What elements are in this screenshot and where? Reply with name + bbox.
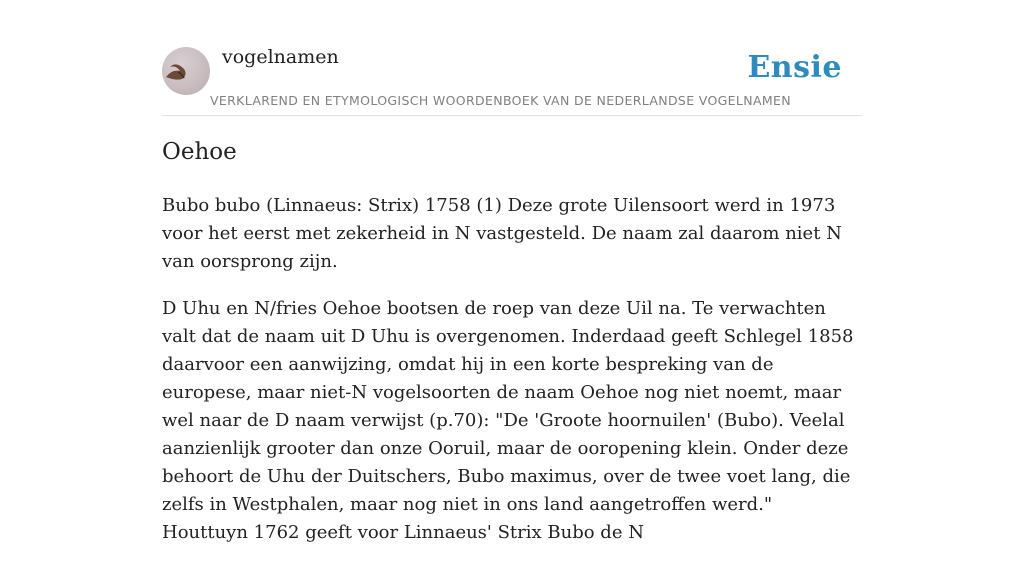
site-name-link[interactable]: vogelnamen (222, 46, 339, 68)
page-container (162, 0, 862, 543)
entry-paragraph: D Uhu en N/fries Oehoe bootsen de roep van deze Uil na. Te verwachten valt dat de naam uit D Uhu is overgenomen. Inderdaad geeft Schlegel 1858 daarvoor een aanwijzing, omdat hij in een korte bespreking van de europese, maar niet-N vogelsoorten de naam Oehoe nog niet noemt, maar wel naar de D naam verwijst (p.70): "De 'Groote hoornuilen' (Bubo). Veelal aanzienlijk grooter dan onze Ooruil, maar de ooropening klein. Onder deze behoort de Uhu der Duitschers, Bubo maximus, over de twee voet lang, die zelfs in Westphalen, maar nog niet in ons land aangetroffen werd." Houttuyn 1762 geeft voor Linnaeus' Strix Bubo de N (162, 298, 854, 543)
site-header (162, 0, 862, 116)
bird-avatar-icon[interactable] (162, 47, 210, 95)
entry-title: Oehoe (162, 139, 237, 165)
entry-paragraph: Bubo bubo (Linnaeus: Strix) 1758 (1) Deze grote Uilensoort werd in 1973 voor het eerst met zekerheid in N vastgesteld. De naam zal daarom niet N van oorsprong zijn. (162, 195, 842, 272)
entry-body (162, 192, 862, 566)
ensie-logo[interactable]: Ensie (747, 50, 842, 85)
site-tagline: VERKLAREND EN ETYMOLOGISCH WOORDENBOEK VAN DE NEDERLANDSE VOGELNAMEN (210, 93, 791, 108)
